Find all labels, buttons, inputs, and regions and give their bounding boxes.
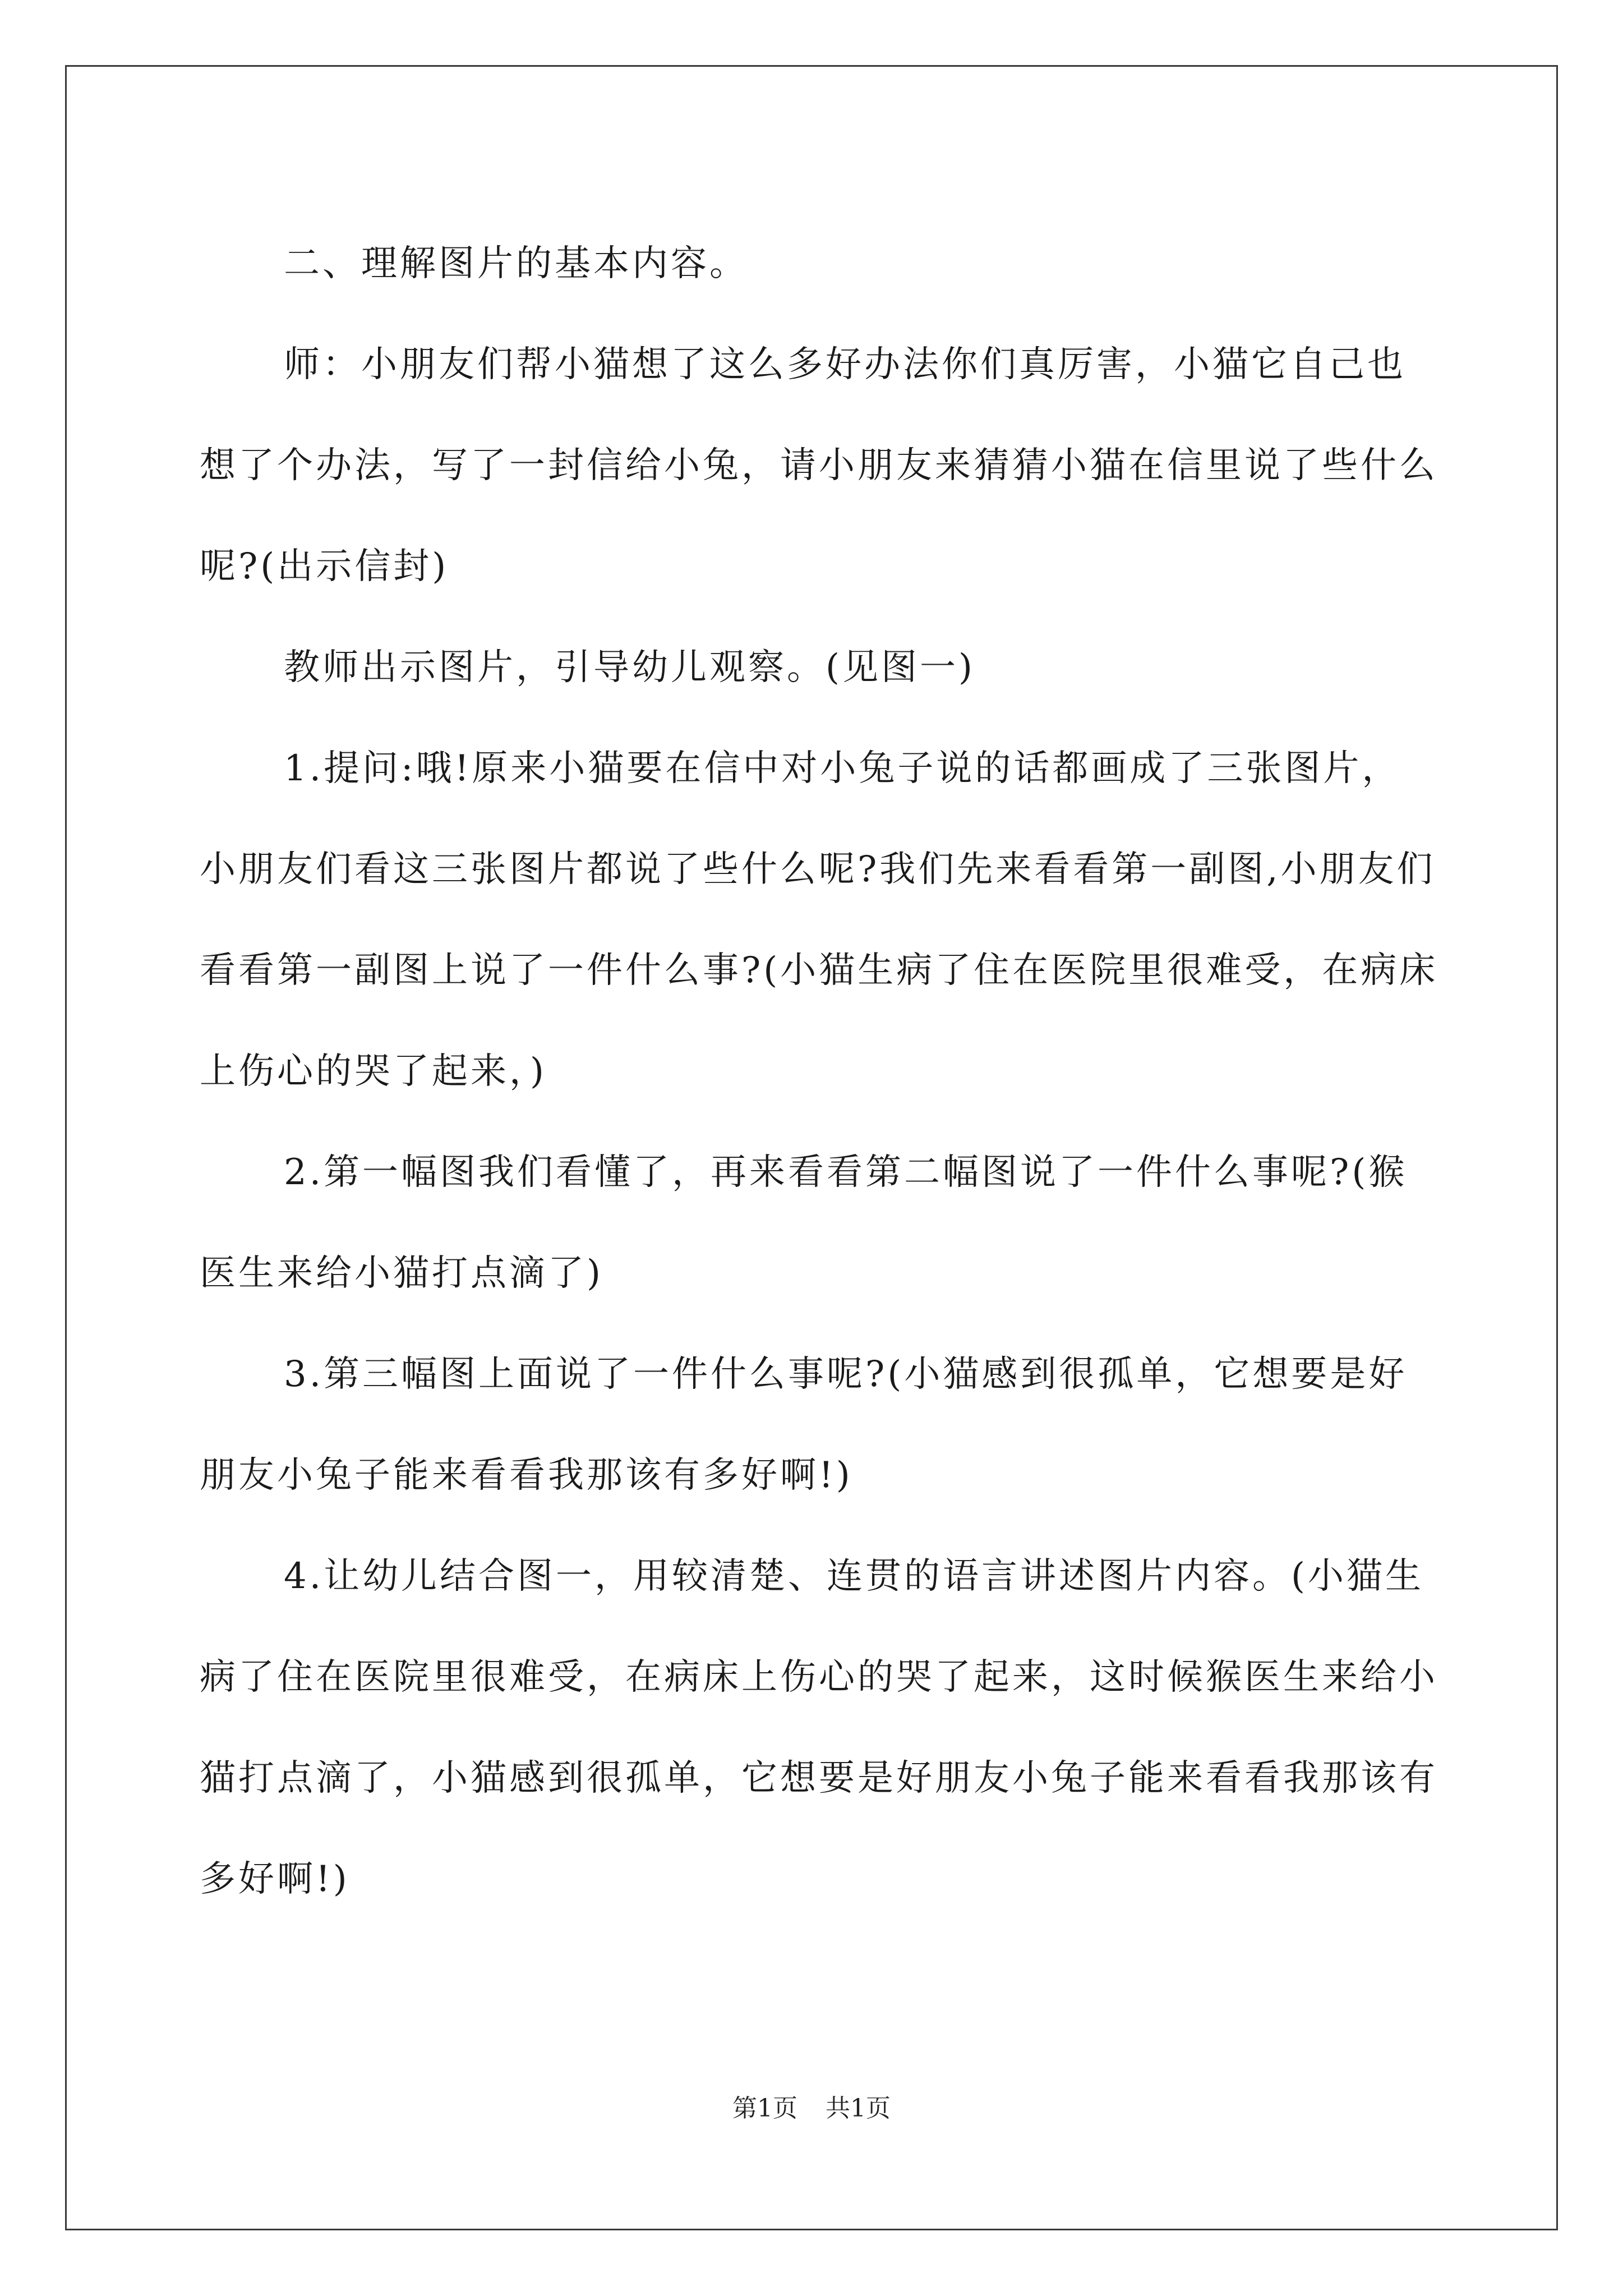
paragraph-question-3: 3.第三幅图上面说了一件什么事呢?(小猫感到很孤单，它想要是好朋友小兔子能来看看我那该有多好啊!)	[200, 1354, 1408, 1496]
paragraph-show-picture: 教师出示图片，引导幼儿观察。(见图一)	[284, 647, 975, 688]
paragraph-question-2: 2.第一幅图我们看懂了，再来看看第二幅图说了一件什么事呢?(猴医生来给小猫打点滴了)	[200, 1152, 1408, 1294]
paragraph-question-4: 4.让幼儿结合图一，用较清楚、连贯的语言讲述图片内容。(小猫生病了住在医院里很难受，在病床上伤心的哭了起来，这时候猴医生来给小猫打点滴了，小猫感到很孤单，它想要是好朋友小兔子能来看看我那该有多好啊!)	[200, 1556, 1438, 1900]
section-heading: 二、理解图片的基本内容。	[284, 243, 748, 284]
page-total: 共1页	[826, 2094, 891, 2123]
page-footer	[0, 2088, 1623, 2124]
page-number: 第1页	[732, 2094, 797, 2123]
paragraph-question-1: 1.提问:哦!原来小猫要在信中对小兔子说的话都画成了三张图片，小朋友们看这三张图片都说了些什么呢?我们先来看看第一副图,小朋友们看看第一副图上说了一件什么事?(小猫生病了住在医院里很难受，在病床上伤心的哭了起来，)	[200, 748, 1438, 1092]
paragraph-teacher-intro: 师：小朋友们帮小猫想了这么多好办法你们真厉害，小猫它自己也想了个办法，写了一封信给小兔，请小朋友来猜猜小猫在信里说了些什么呢?(出示信封)	[200, 344, 1438, 587]
document-body	[200, 213, 1439, 1930]
